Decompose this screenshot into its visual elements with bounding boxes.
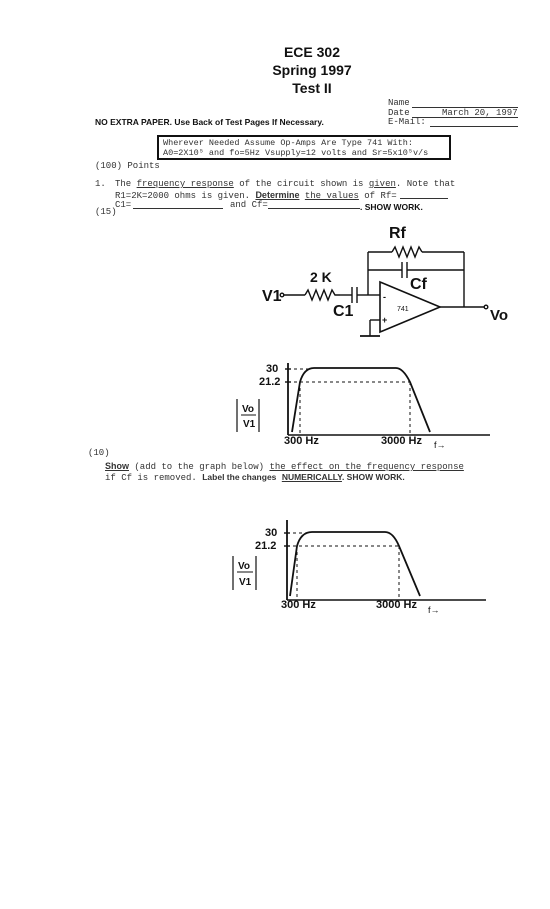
r1-resistor: [305, 290, 340, 300]
graph1-y-mid: 21.2: [259, 376, 281, 388]
problem2-line1: Show (add to the graph below) the effect on the frequency response: [105, 461, 464, 472]
date-label: Date: [388, 108, 410, 118]
problem2-line2: if Cf is removed. Label the changes NUMERICALLY. SHOW WORK.: [105, 472, 405, 483]
graph1-x-axis-label: f→: [434, 440, 446, 450]
problem1-line1: The frequency response of the circuit shown is given. Note that: [115, 179, 456, 189]
assumption-line-2: A0=2X10⁵ and fo=5Hz Vsupply=12 volts and Sr=5x10⁵v/s: [163, 148, 429, 158]
graph2-x-high: 3000 Hz: [376, 599, 417, 611]
opamp-label: 741: [397, 306, 409, 313]
date-value: March 20, 1997: [442, 108, 518, 118]
cf-label-circuit: Cf: [410, 276, 427, 293]
no-extra-text: NO EXTRA PAPER.: [95, 117, 172, 127]
graph1: [285, 363, 490, 435]
problem1-number: 1.: [95, 179, 106, 189]
c1-label-circuit: C1: [333, 303, 354, 320]
show-work-1: . SHOW WORK.: [360, 202, 423, 212]
use-back-text: Use Back of Test Pages If Necessary.: [174, 117, 324, 127]
graph2-x-axis-label: f→: [428, 605, 440, 615]
assumption-line-1: Wherever Needed Assume Op-Amps Are Type 741 With:: [163, 138, 413, 148]
term-title: Spring 1997: [272, 62, 352, 78]
graph1-x-low: 300 Hz: [284, 435, 319, 447]
name-label: Name: [388, 98, 410, 108]
graph1-x-high: 3000 Hz: [381, 435, 422, 447]
graph1-y-axis-label: [237, 399, 259, 432]
svg-text:V1: V1: [243, 419, 256, 430]
problem2-points: (10): [88, 448, 110, 458]
opamp-minus: -: [383, 292, 386, 302]
graph2-y-axis-label: [233, 556, 256, 590]
graph2-y-top: 30: [265, 527, 278, 539]
vo-label: Vo: [490, 307, 509, 324]
graph1-response-curve: [292, 368, 430, 432]
svg-text:Vo: Vo: [238, 561, 251, 572]
r1-label: 2 K: [310, 269, 332, 285]
course-title: ECE 302: [283, 44, 341, 60]
cf-label: and Cf=: [230, 200, 268, 210]
problem1-line2: R1=2K=2000 ohms is given. Determine the values of Rf=: [115, 190, 397, 201]
graph2: [284, 520, 486, 600]
rf-resistor: [392, 247, 422, 257]
svg-text:V1: V1: [239, 577, 252, 588]
opamp-plus: +: [382, 315, 388, 325]
graph2-x-low: 300 Hz: [281, 599, 316, 611]
problem1-points: (15): [95, 207, 117, 217]
c1-label: C1=: [115, 200, 132, 210]
graph2-y-mid: 21.2: [255, 540, 277, 552]
v1-label: V1: [262, 288, 282, 305]
rf-label: Rf: [389, 225, 406, 242]
total-points: (100) Points: [95, 161, 160, 171]
output-terminal: [484, 305, 488, 309]
test-title: Test II: [292, 80, 332, 96]
svg-text:Vo: Vo: [242, 404, 255, 415]
graph2-response-curve: [290, 532, 420, 596]
graph1-y-top: 30: [266, 363, 279, 375]
email-label: E-Mail:: [388, 117, 426, 127]
